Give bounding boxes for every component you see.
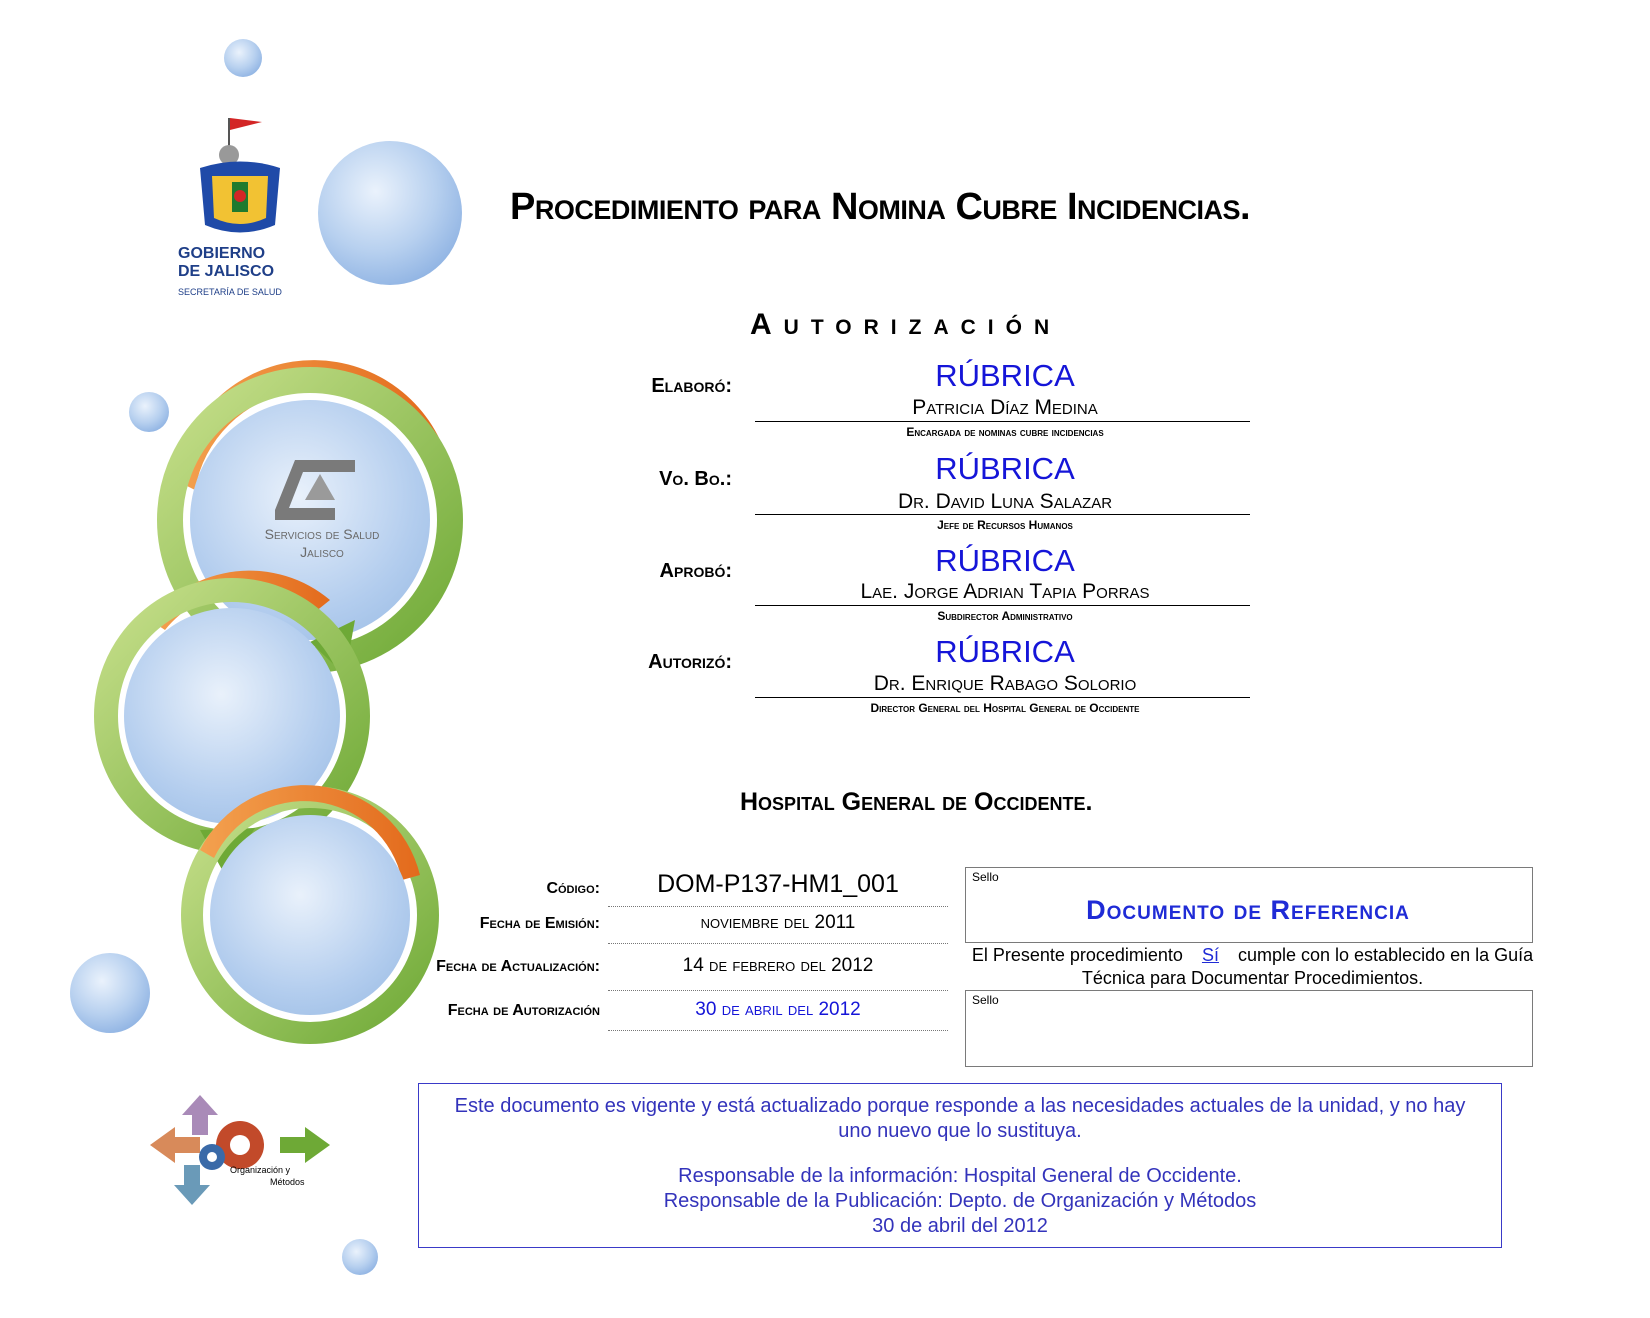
autorizacion-label: Fecha de Autorización bbox=[447, 1002, 600, 1019]
organizacion-metodos-icon bbox=[150, 1095, 330, 1205]
signer-name: Dr. Enrique Rabago Solorio bbox=[873, 672, 1137, 695]
seal-tag: Sello bbox=[972, 993, 999, 1007]
gobierno-jalisco-logo bbox=[180, 110, 300, 310]
signer-name: Lae. Jorge Adrian Tapia Porras bbox=[860, 580, 1150, 603]
role-label: Aprobó: bbox=[659, 560, 732, 582]
org-logo-line1: Organización y bbox=[230, 1165, 291, 1175]
authorization-heading: Autorización bbox=[750, 308, 1062, 341]
signer-position: Subdirector Administrativo bbox=[937, 609, 1073, 623]
footer-publication-responsible: Responsable de la Publicación: Depto. de Organización y Métodos bbox=[663, 1190, 1257, 1212]
signature-line bbox=[755, 421, 1250, 422]
emision-label: Fecha de Emisión: bbox=[479, 915, 600, 932]
ssj-logo-line1: Servicios de Salud bbox=[264, 526, 380, 542]
actualizacion-label: Fecha de Actualización: bbox=[436, 958, 600, 975]
seal-box-bottom bbox=[965, 990, 1533, 1067]
seal-tag: Sello bbox=[972, 870, 999, 884]
footer-info-responsible: Responsable de la información: Hospital General de Occidente. bbox=[678, 1165, 1242, 1187]
logo-gobierno-line2: DE JALISCO bbox=[178, 263, 275, 280]
signature-rubrica: RÚBRICA bbox=[935, 451, 1075, 486]
autorizacion-value: 30 de abril del 2012 bbox=[695, 999, 861, 1020]
bubble bbox=[129, 392, 169, 432]
role-label: Elaboró: bbox=[651, 375, 732, 397]
signature-line bbox=[755, 697, 1250, 698]
footer-validity: Este documento es vigente y está actualizado porque responde a las necesidades actuales de la unidad, y no hay uno nuevo que lo sustituya. bbox=[454, 1095, 1466, 1142]
signer-position: Encargada de nominas cubre incidencias bbox=[906, 425, 1104, 439]
footer-date: 30 de abril del 2012 bbox=[872, 1215, 1048, 1237]
logo-secretaria: SECRETARÍA DE SALUD bbox=[178, 287, 282, 297]
coat-of-arms-icon bbox=[180, 110, 300, 240]
emision-value: noviembre del 2011 bbox=[700, 912, 856, 933]
info-divider bbox=[608, 1030, 948, 1031]
footer-notice bbox=[418, 1083, 1502, 1248]
role-label: Vo. Bo.: bbox=[659, 468, 732, 490]
org-logo-line2: Métodos bbox=[270, 1177, 305, 1187]
signature-line bbox=[755, 605, 1250, 606]
info-divider bbox=[608, 990, 948, 991]
hospital-name: Hospital General de Occidente. bbox=[740, 788, 1093, 816]
page-title: Procedimiento para Nomina Cubre Incidencias. bbox=[510, 186, 1251, 228]
signer-name: Dr. David Luna Salazar bbox=[897, 490, 1113, 513]
logo-gobierno-line1: GOBIERNO bbox=[178, 245, 266, 262]
bubble bbox=[318, 141, 462, 285]
actualizacion-value: 14 de febrero del 2012 bbox=[682, 955, 874, 976]
codigo-value: DOM-P137-HM1_001 bbox=[657, 870, 899, 898]
ssj-logo-line2: Jalisco bbox=[300, 544, 344, 560]
codigo-label: Código: bbox=[546, 880, 600, 897]
signer-name: Patricia Díaz Medina bbox=[912, 396, 1098, 419]
compliance-statement bbox=[965, 944, 1540, 990]
signer-position: Director General del Hospital General de Occidente bbox=[870, 701, 1140, 715]
signer-position: Jefe de Recursos Humanos bbox=[937, 518, 1073, 532]
info-divider bbox=[608, 943, 948, 944]
bubble bbox=[70, 953, 150, 1033]
compliance-post: cumple con lo establecido en la Guía Técnica para Documentar Procedimientos. bbox=[1081, 945, 1534, 988]
info-divider bbox=[608, 906, 948, 907]
signature-rubrica: RÚBRICA bbox=[935, 358, 1075, 393]
bubble bbox=[342, 1239, 378, 1275]
compliance-answer: Sí bbox=[1201, 945, 1219, 965]
signature-rubrica: RÚBRICA bbox=[935, 634, 1075, 669]
bubble bbox=[224, 39, 262, 77]
compliance-pre: El Presente procedimiento bbox=[971, 945, 1183, 965]
signature-rubrica: RÚBRICA bbox=[935, 543, 1075, 578]
role-label: Autorizó: bbox=[648, 651, 732, 673]
signature-line bbox=[755, 514, 1250, 515]
document-reference-title: Documento de Referencia bbox=[1086, 895, 1410, 925]
